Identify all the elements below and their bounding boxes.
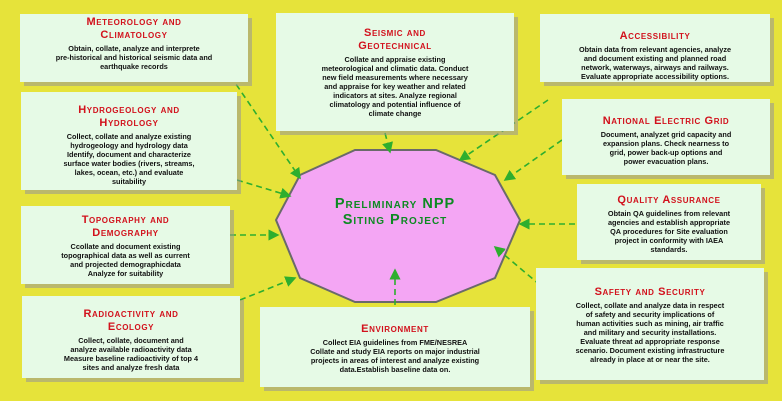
text-line: hydrogeology and hydrology data (70, 141, 188, 150)
box-seismic-text (280, 55, 510, 118)
text-line: power evacuation plans. (623, 157, 709, 166)
title-line: Geotechnical (358, 40, 432, 52)
center-title-line: Preliminary NPP (334, 196, 456, 212)
box-hydrogeology (21, 92, 237, 190)
box-seismic-title (280, 27, 510, 53)
text-line: climate change (368, 109, 422, 118)
box-safety-title (540, 286, 760, 299)
center-title (290, 196, 500, 228)
box-hydrogeology-text (25, 132, 233, 186)
title-line: Radioactivity and (83, 308, 179, 320)
box-quality-text (581, 209, 757, 254)
box-quality (577, 184, 761, 260)
text-line: Obtain, collate, analyze and interprete (68, 44, 200, 53)
box-grid (562, 99, 770, 175)
text-line: Collect EIA guidelines from FME/NESREA (322, 338, 468, 347)
text-line: and projected demographicdata (70, 260, 181, 269)
text-line: Obtain data from relevant agencies, analyze (578, 45, 732, 54)
arrow-safety (495, 247, 540, 285)
text-line: pre-historical and historical seismic data and (55, 53, 213, 62)
box-accessibility-title (544, 30, 766, 43)
text-line: new field measurements where necessary (322, 73, 468, 82)
text-line: of safety and security implications of (585, 310, 715, 319)
title-line: Seismic and (364, 27, 426, 39)
box-accessibility (540, 14, 770, 82)
box-meteorology (20, 14, 248, 82)
text-line: Collect, collate and analyze data in respect (575, 301, 725, 310)
text-line: expansion plans. Check nearness to (602, 139, 730, 148)
text-line: Measure baseline radioactivity of top 4 (63, 354, 199, 363)
text-line: analyze available radioactivity data (70, 345, 192, 354)
title-line: Topography and (81, 214, 170, 226)
text-line: and military and security installations. (583, 328, 717, 337)
text-line: earthquake records (100, 62, 168, 71)
box-hydrogeology-title (25, 104, 233, 130)
title-line: National Electric Grid (602, 115, 730, 127)
box-safety-text (540, 301, 760, 364)
text-line: Obtain QA guidelines from relevant (607, 209, 731, 218)
box-meteorology-text (24, 44, 244, 71)
text-line: Evaluate threat ad appropriate response (580, 337, 720, 346)
text-line: Collect, collate and analyze existing (66, 132, 192, 141)
title-line: Quality Assurance (617, 194, 721, 206)
title-line: Hydrology (99, 117, 159, 129)
title-line: Safety and Security (594, 286, 706, 298)
text-line: Ccollate and document existing (70, 242, 181, 251)
box-topography-title (25, 214, 226, 240)
text-line: meteorological and climatic data. Conduct (321, 64, 469, 73)
text-line: suitability (111, 177, 147, 186)
title-line: Accessibility (619, 30, 691, 42)
box-topography-text (25, 242, 226, 278)
box-environment-text (264, 338, 526, 374)
text-line: Collect, collate, document and (78, 336, 184, 345)
arrow-grid (505, 140, 562, 180)
title-line: Hydrogeology and (78, 104, 180, 116)
text-line: data.Establish baseline data on. (339, 365, 451, 374)
text-line: projects in areas of interest and analyze existing (310, 356, 480, 365)
text-line: indicators at sites. Analyze regional (333, 91, 457, 100)
text-line: surface water bodies (rivers, streams, (63, 159, 195, 168)
title-line: Ecology (107, 321, 155, 333)
arrow-radioactivity (240, 278, 295, 300)
title-line: Demography (92, 227, 159, 239)
box-radioactivity-text (26, 336, 236, 372)
box-radioactivity (22, 296, 240, 378)
text-line: and appraise for key weather and related (324, 82, 466, 91)
box-quality-title (581, 194, 757, 207)
box-meteorology-title (24, 16, 244, 42)
text-line: scenario. Document existing infrastructure (575, 346, 725, 355)
title-line: Environment (361, 323, 429, 335)
text-line: human activities such as mining, air traffic (576, 319, 724, 328)
text-line: network, waterways, airways and railways. (581, 63, 729, 72)
box-environment (260, 307, 530, 387)
text-line: agencies and establish appropriate (607, 218, 731, 227)
text-line: standards. (650, 245, 688, 254)
text-line: Evaluate appropriate accessibility options. (580, 72, 729, 81)
box-safety (536, 268, 764, 380)
text-line: Document, analyzet grid capacity and (600, 130, 732, 139)
text-line: and document existing and planned road (583, 54, 727, 63)
box-radioactivity-title (26, 308, 236, 334)
text-line: sites and analyze fresh data (82, 363, 180, 372)
text-line: lakes, ocean, etc.) and evaluate (74, 168, 184, 177)
box-grid-title (566, 115, 766, 128)
text-line: QA procedures for Site evaluation (610, 227, 728, 236)
box-environment-title (264, 323, 526, 336)
box-grid-text (566, 130, 766, 166)
text-line: Identify, document and characterize (67, 150, 191, 159)
center-title-line: Siting Project (342, 212, 448, 228)
text-line: already in place at or near the site. (590, 355, 710, 364)
text-line: Collate and appraise existing (344, 55, 446, 64)
box-topography (21, 206, 230, 284)
title-line: Climatology (100, 29, 168, 41)
text-line: project in conformity with IAEA (614, 236, 724, 245)
title-line: Meteorology and (86, 16, 182, 28)
text-line: Collate and study EIA reports on major industrial (310, 347, 480, 356)
text-line: grid, power back-up options and (609, 148, 723, 157)
text-line: climatology and potential influence of (329, 100, 461, 109)
box-seismic (276, 13, 514, 131)
arrow-hydrogeology (237, 180, 290, 196)
box-accessibility-text (544, 45, 766, 81)
text-line: Analyze for suitability (87, 269, 164, 278)
text-line: topographical data as well as current (61, 251, 190, 260)
